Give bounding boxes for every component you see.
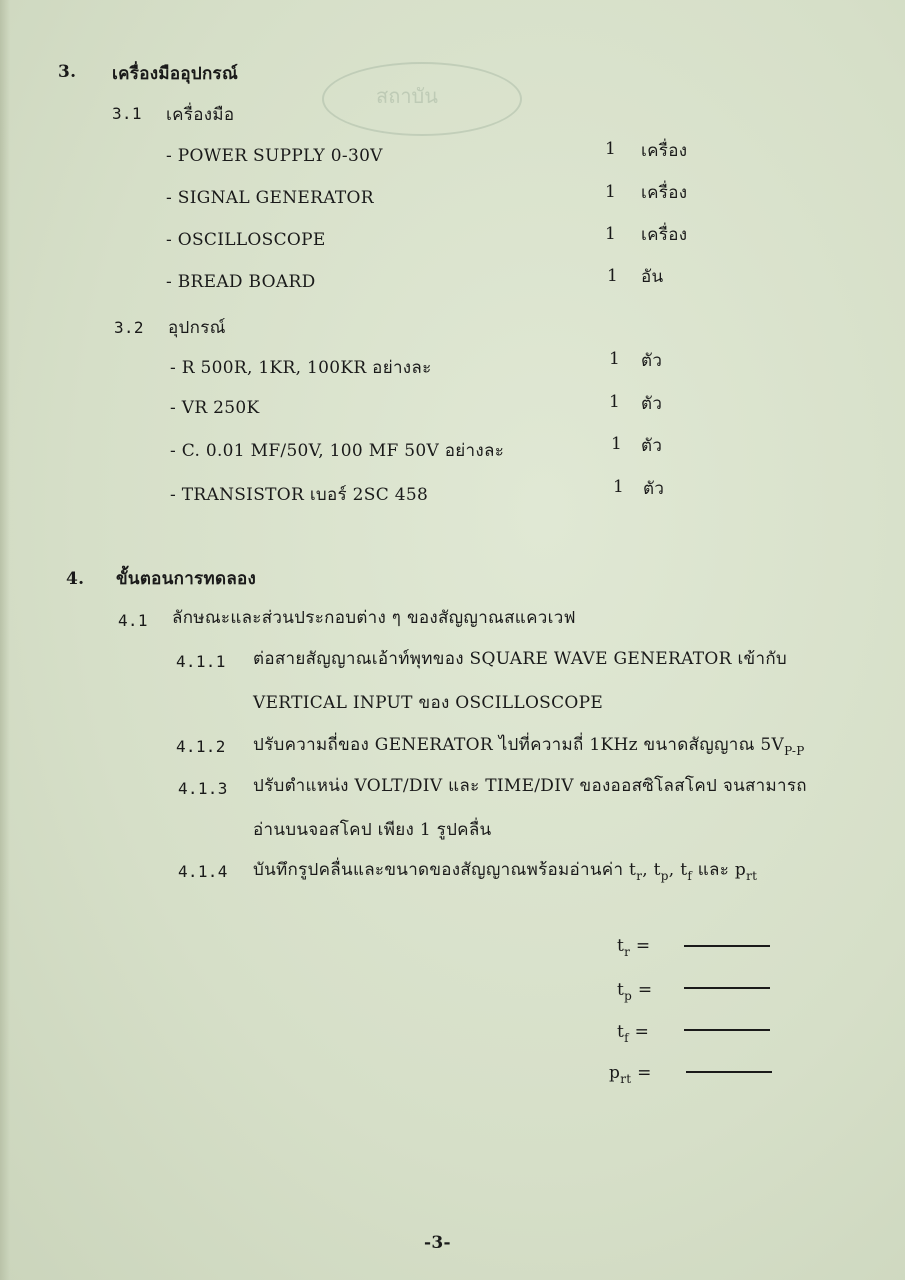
param-sep: , bbox=[642, 860, 654, 880]
part-item-name: - R 500R, 1KR, 100KR อย่างละ bbox=[170, 358, 432, 378]
tool-item-qty: 1 bbox=[605, 139, 617, 159]
tool-item-name: - SIGNAL GENERATOR bbox=[166, 188, 374, 208]
blank-label bbox=[609, 1063, 652, 1086]
section-3-1-number: 3.1 bbox=[112, 104, 142, 123]
blank-label bbox=[617, 980, 652, 1003]
part-item-qty: 1 bbox=[611, 434, 623, 454]
param-sub: p bbox=[660, 869, 669, 883]
blank-base: p bbox=[609, 1063, 621, 1083]
part-item-unit: ตัว bbox=[641, 394, 663, 414]
blank-sub: p bbox=[624, 989, 633, 1003]
step-text: ปรับตำแหน่ง VOLT/DIV และ TIME/DIV ของออสซิโลสโคป จนสามารถ bbox=[253, 776, 807, 796]
blank-equals: = bbox=[637, 1063, 652, 1083]
section-4-title: ขั้นตอนการทดลอง bbox=[116, 569, 257, 589]
section-3-title: เครื่องมืออุปกรณ์ bbox=[112, 64, 239, 84]
param-inline bbox=[680, 860, 735, 883]
blank-base: t bbox=[617, 936, 625, 956]
step-text-main: บันทึกรูปคลื่นและขนาดของสัญญาณพร้อมอ่านค่า bbox=[253, 860, 624, 880]
part-item-name: - VR 250K bbox=[170, 398, 260, 418]
section-4-1-title: ลักษณะและส่วนประกอบต่าง ๆ ของสัญญาณสแควเวฟ bbox=[172, 608, 576, 628]
tool-item-name: - POWER SUPPLY 0-30V bbox=[166, 146, 383, 166]
part-item-name: - C. 0.01 MF/50V, 100 MF 50V อย่างละ bbox=[170, 441, 505, 461]
step-text bbox=[253, 856, 757, 883]
blank-label bbox=[617, 1022, 649, 1045]
blank-equals: = bbox=[637, 980, 653, 1000]
step-number: 4.1.2 bbox=[176, 737, 226, 756]
section-4-number: 4. bbox=[66, 569, 85, 589]
part-item-unit: ตัว bbox=[643, 479, 665, 499]
part-item-unit: ตัว bbox=[641, 351, 663, 371]
part-item-qty: 1 bbox=[609, 349, 621, 369]
param-inline bbox=[734, 860, 758, 883]
param-inline bbox=[629, 860, 654, 883]
param-base: t bbox=[680, 860, 688, 880]
step-number: 4.1.1 bbox=[176, 652, 226, 671]
param-sub: f bbox=[687, 869, 693, 883]
tool-item-name: - BREAD BOARD bbox=[166, 272, 316, 292]
tool-item-name: - OSCILLOSCOPE bbox=[166, 230, 326, 250]
part-item-name: - TRANSISTOR เบอร์ 2SC 458 bbox=[170, 485, 429, 505]
faded-stamp bbox=[322, 62, 522, 136]
section-3-2-title: อุปกรณ์ bbox=[168, 318, 226, 338]
step-text bbox=[253, 731, 805, 758]
voltage-subscript: P-P bbox=[784, 744, 805, 758]
param-inline bbox=[653, 860, 681, 883]
blank-base: t bbox=[617, 980, 625, 1000]
part-item-qty: 1 bbox=[613, 477, 625, 497]
step-text-continued: VERTICAL INPUT ของ OSCILLOSCOPE bbox=[253, 693, 604, 713]
tool-item-unit: เครื่อง bbox=[641, 141, 688, 161]
tool-item-qty: 1 bbox=[605, 224, 617, 244]
tool-item-unit: อัน bbox=[641, 267, 664, 287]
step-text: ต่อสายสัญญาณเอ้าท์พุทของ SQUARE WAVE GENERATOR เข้ากับ bbox=[253, 649, 788, 669]
step-number: 4.1.4 bbox=[178, 862, 228, 881]
answer-line[interactable] bbox=[684, 1029, 770, 1031]
answer-line[interactable] bbox=[684, 987, 770, 989]
part-item-unit: ตัว bbox=[641, 436, 663, 456]
section-4-1-number: 4.1 bbox=[118, 611, 148, 630]
tool-item-unit: เครื่อง bbox=[641, 225, 688, 245]
step-number: 4.1.3 bbox=[178, 779, 228, 798]
param-base: p bbox=[734, 860, 747, 880]
tool-item-qty: 1 bbox=[607, 266, 619, 286]
section-3-2-number: 3.2 bbox=[114, 318, 144, 337]
step-text-main: ปรับความถี่ของ GENERATOR ไปที่ความถี่ 1KHz ขนาดสัญญาณ 5V bbox=[253, 735, 785, 755]
blank-label bbox=[617, 936, 650, 959]
blank-sub: rt bbox=[620, 1072, 632, 1086]
step-text-continued: อ่านบนจอสโคป เพียง 1 รูปคลื่น bbox=[253, 820, 492, 840]
section-3-1-title: เครื่องมือ bbox=[166, 105, 235, 125]
param-sep: , bbox=[668, 860, 681, 880]
blank-equals: = bbox=[635, 936, 651, 956]
part-item-qty: 1 bbox=[609, 392, 621, 412]
param-sub: rt bbox=[746, 869, 758, 883]
section-3-number: 3. bbox=[58, 62, 77, 82]
param-sub: r bbox=[636, 869, 643, 883]
page-left-edge bbox=[0, 0, 10, 1280]
blank-sub: f bbox=[624, 1031, 629, 1045]
answer-line[interactable] bbox=[684, 945, 770, 947]
param-sep: และ bbox=[692, 860, 735, 880]
param-base: t bbox=[629, 860, 637, 880]
answer-line[interactable] bbox=[686, 1071, 772, 1073]
tool-item-qty: 1 bbox=[605, 182, 617, 202]
tool-item-unit: เครื่อง bbox=[641, 183, 688, 203]
param-base: t bbox=[653, 860, 661, 880]
stamp-text: สถาบัน bbox=[376, 84, 438, 108]
page-number: -3- bbox=[424, 1233, 451, 1253]
blank-equals: = bbox=[634, 1022, 650, 1042]
blank-sub: r bbox=[624, 945, 631, 959]
blank-base: t bbox=[617, 1022, 625, 1042]
